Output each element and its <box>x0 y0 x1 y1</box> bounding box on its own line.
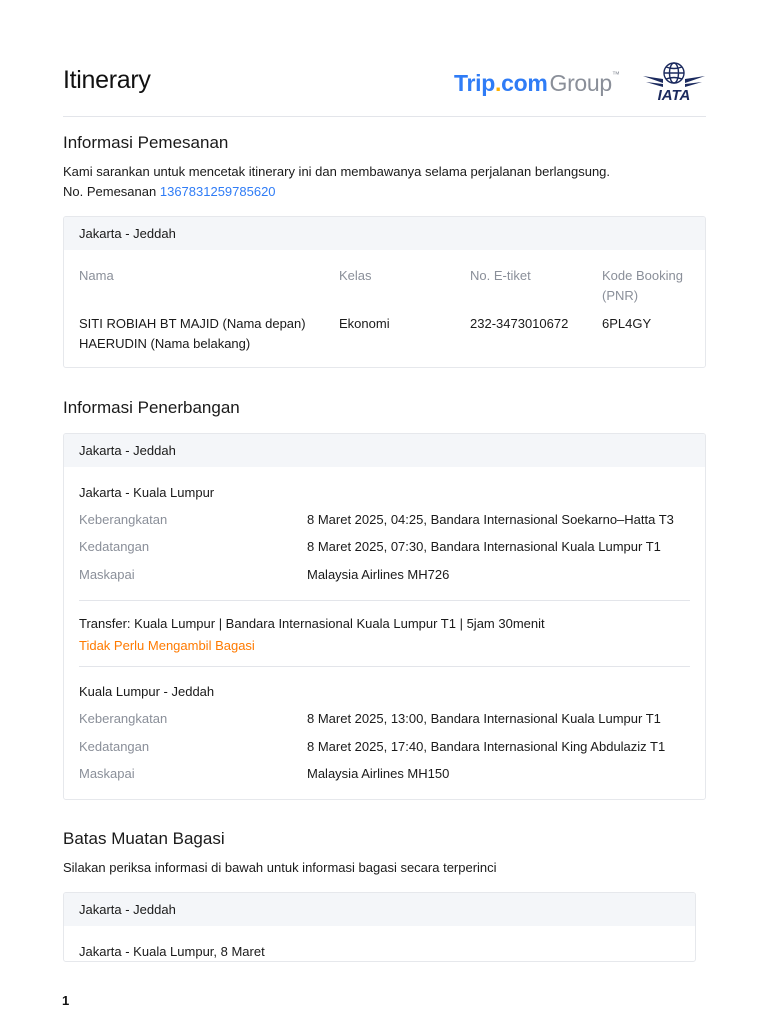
segment1-departure-value: 8 Maret 2025, 04:25, Bandara Internasional Soekarno–Hatta T3 <box>307 512 674 527</box>
passenger-pnr: 6PL4GY <box>602 316 652 331</box>
page-title: Itinerary <box>63 66 151 94</box>
transfer-info: Transfer: Kuala Lumpur | Bandara Internasional Kuala Lumpur T1 | 5jam 30menit <box>79 616 545 631</box>
brand-dot: . <box>494 70 502 96</box>
segment1-airline-label: Maskapai <box>79 567 135 582</box>
segment1-airline-value: Malaysia Airlines MH726 <box>307 567 450 582</box>
segment1-arrival-value: 8 Maret 2025, 07:30, Bandara Internasional Kuala Lumpur T1 <box>307 539 661 554</box>
segment1-arrival-label: Kedatangan <box>79 539 150 554</box>
col-eticket-header: No. E-tiket <box>470 268 531 283</box>
passenger-class: Ekonomi <box>339 316 390 331</box>
page-number: 1 <box>62 993 70 1008</box>
baggage-card-route: Jakarta - Jeddah <box>64 893 695 926</box>
page-header <box>63 58 706 117</box>
passenger-card-route: Jakarta - Jeddah <box>64 217 705 250</box>
passenger-last-name: HAERUDIN (Nama belakang) <box>79 336 251 351</box>
segment2-arrival-label: Kedatangan <box>79 739 150 754</box>
col-name-header: Nama <box>79 268 114 283</box>
iata-logo <box>641 60 707 102</box>
brand-trip: Trip <box>454 70 495 96</box>
segment2-airline-value: Malaysia Airlines MH150 <box>307 766 450 781</box>
segment1-departure-label: Keberangkatan <box>79 512 168 527</box>
segment2-airline-label: Maskapai <box>79 766 135 781</box>
segment2-arrival-value: 8 Maret 2025, 17:40, Bandara Internasional King Abdulaziz T1 <box>307 739 666 754</box>
col-pnr-header-sub: (PNR) <box>602 288 639 303</box>
segment2-departure-value: 8 Maret 2025, 13:00, Bandara Internasional Kuala Lumpur T1 <box>307 711 661 726</box>
flight-card-route: Jakarta - Jeddah <box>64 434 705 467</box>
segment-divider <box>79 600 690 601</box>
booking-note: Kami sarankan untuk mencetak itinerary ini dan membawanya selama perjalanan berlangsung. <box>63 164 611 179</box>
baggage-pickup-note: Tidak Perlu Mengambil Bagasi <box>79 638 255 653</box>
booking-number-line <box>63 184 276 199</box>
segment-divider <box>79 666 690 667</box>
brand-group: Group <box>549 70 612 96</box>
trip-com-group-logo <box>454 70 620 97</box>
flight-heading: Informasi Penerbangan <box>63 398 240 417</box>
passenger-first-name: SITI ROBIAH BT MAJID (Nama depan) <box>79 316 306 331</box>
flight-card <box>63 433 706 800</box>
booking-number-label: No. Pemesanan <box>63 184 157 199</box>
iata-wordmark: IATA <box>657 87 691 102</box>
segment2-departure-label: Keberangkatan <box>79 711 168 726</box>
passenger-card <box>63 216 706 368</box>
baggage-card <box>63 892 696 962</box>
booking-number-link[interactable]: 1367831259785620 <box>159 184 276 199</box>
baggage-segment-title: Jakarta - Kuala Lumpur, 8 Maret <box>79 944 265 959</box>
brand-com: com <box>501 70 548 96</box>
booking-heading: Informasi Pemesanan <box>63 133 229 152</box>
brand-tm: ™ <box>611 70 620 79</box>
baggage-note: Silakan periksa informasi di bawah untuk informasi bagasi secara terperinci <box>63 860 497 875</box>
col-pnr-header: Kode Booking <box>602 268 683 283</box>
passenger-eticket: 232-3473010672 <box>470 316 569 331</box>
baggage-heading: Batas Muatan Bagasi <box>63 829 225 848</box>
segment1-title: Jakarta - Kuala Lumpur <box>79 485 215 500</box>
col-class-header: Kelas <box>339 268 372 283</box>
segment2-title: Kuala Lumpur - Jeddah <box>79 684 215 699</box>
